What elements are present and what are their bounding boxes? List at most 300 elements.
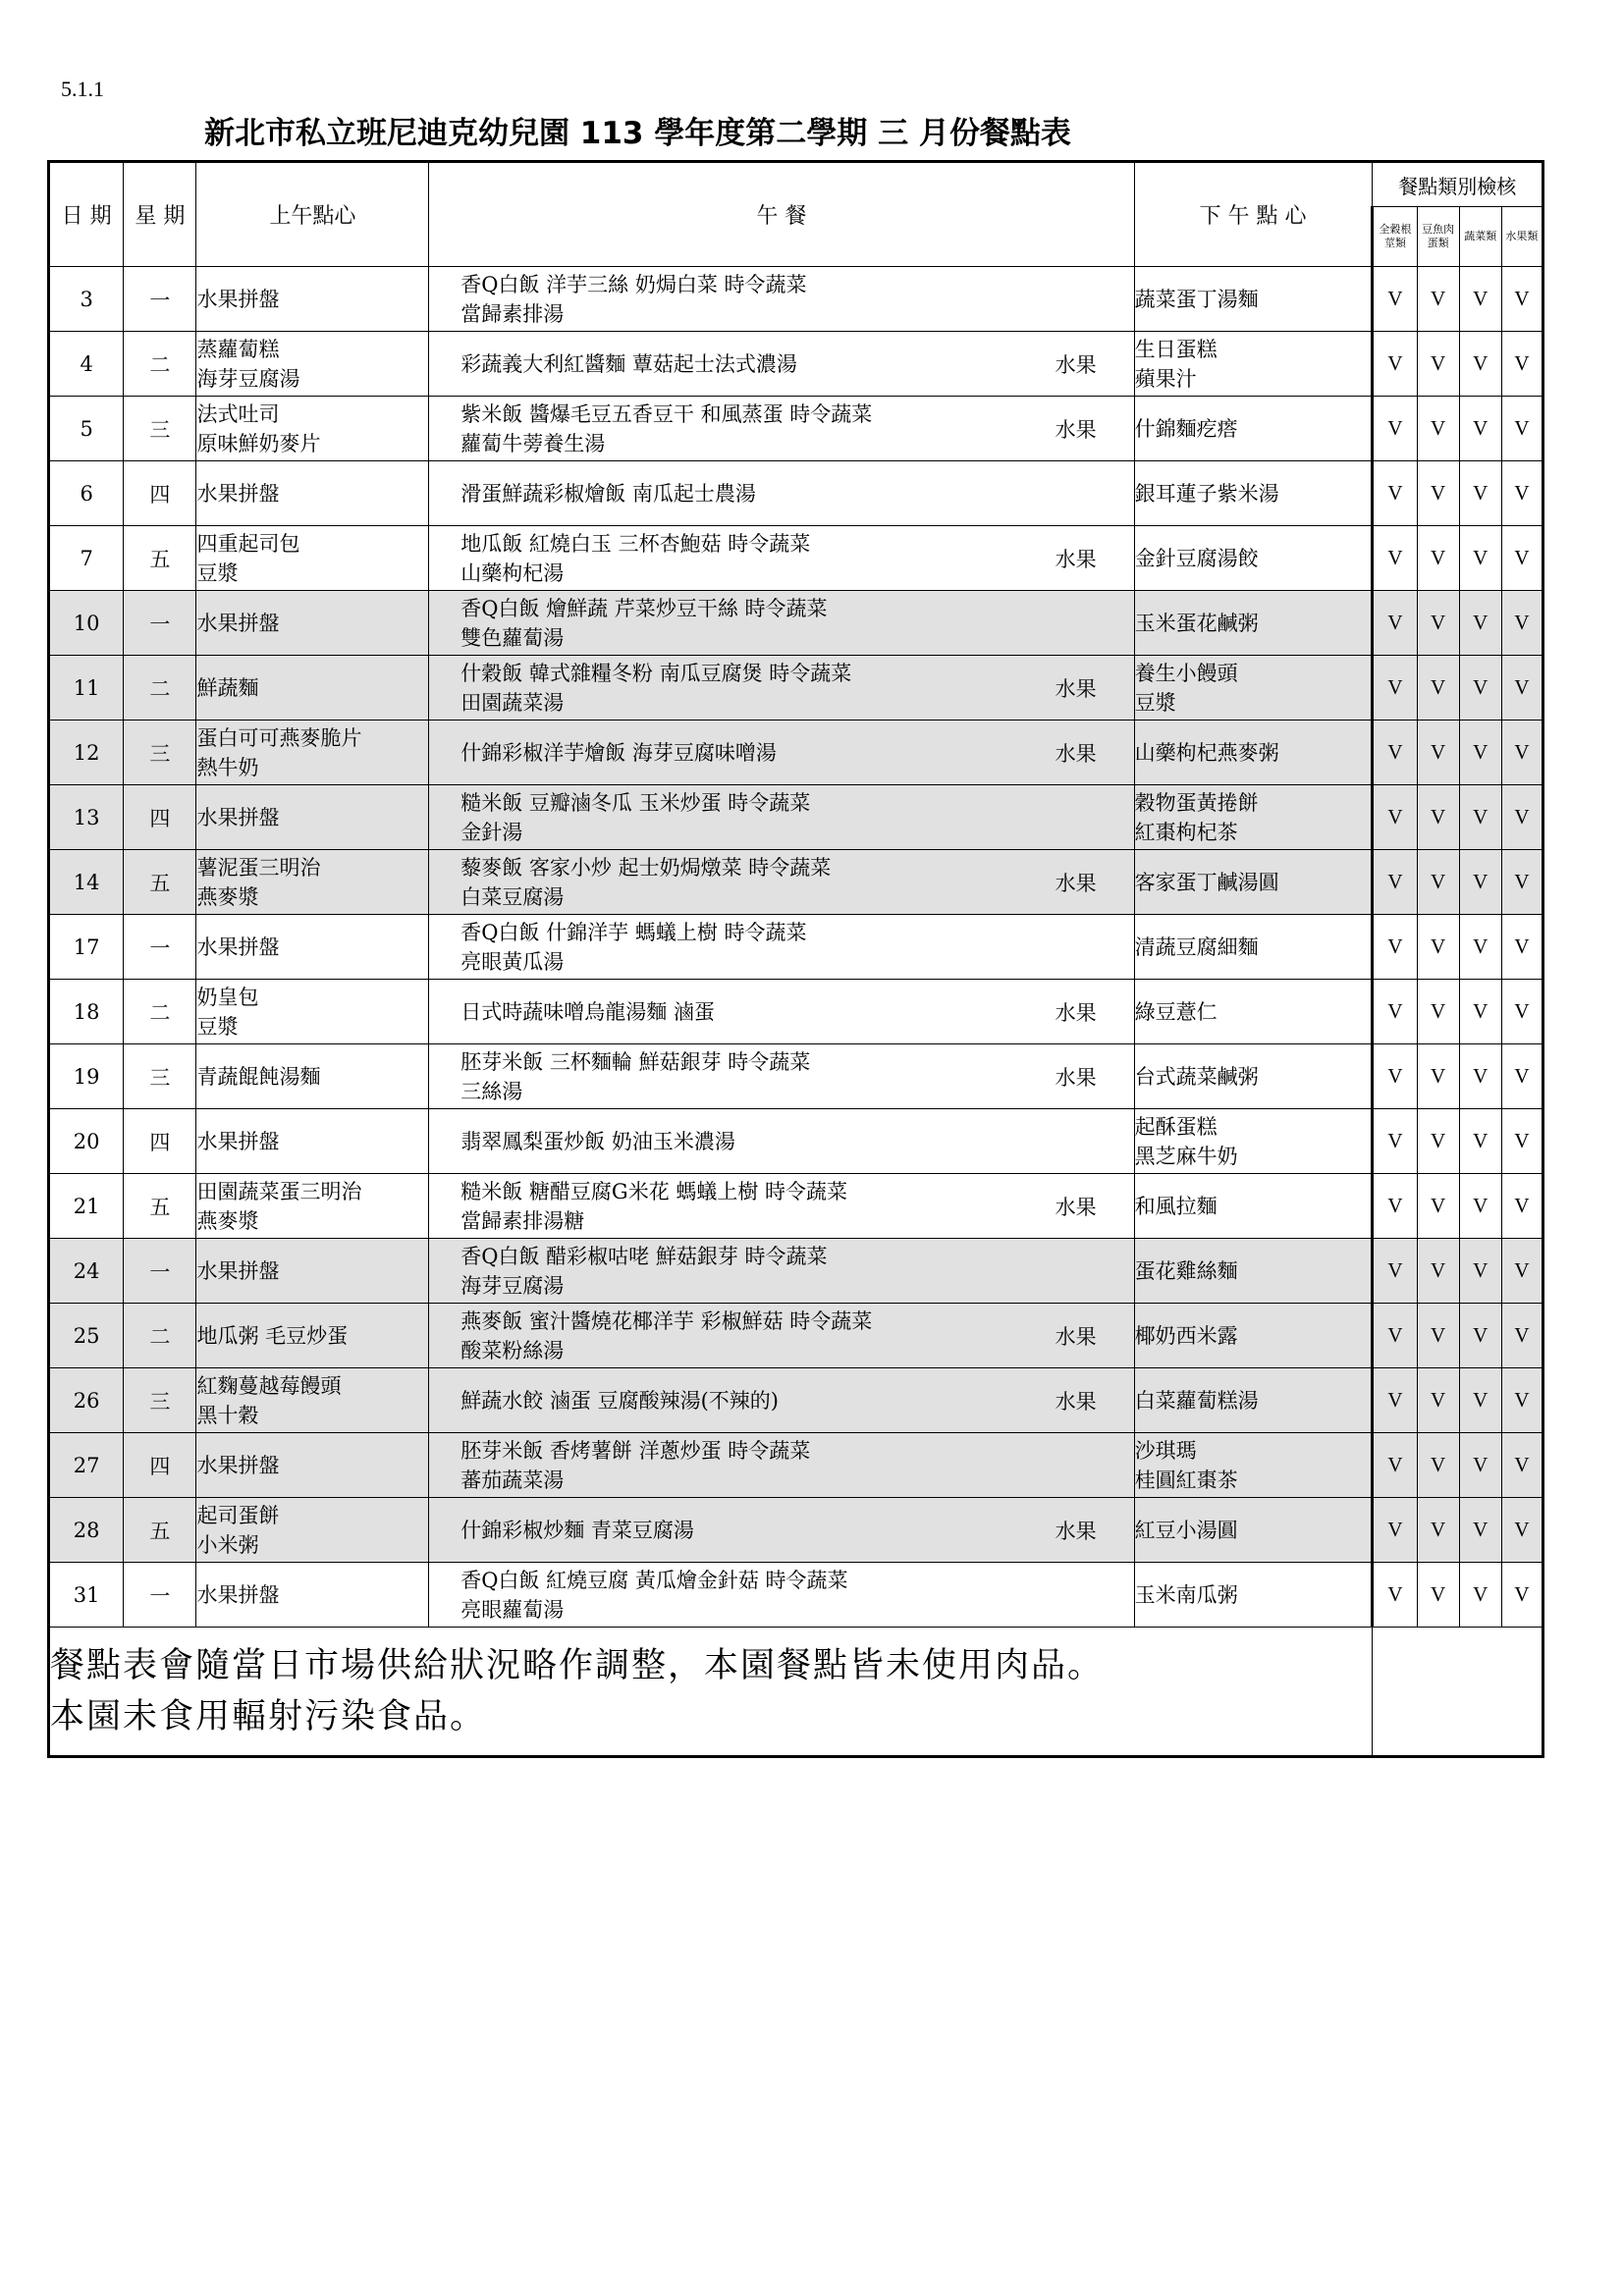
meal-menu-table [47,160,1544,1758]
morning-snack-line: 水果拼盤 [196,1258,280,1283]
lunch-wrap [429,1242,1133,1301]
check-protein: V [1417,1044,1459,1109]
lunch-wrap [429,349,1133,379]
lunch-wrap [429,1307,1133,1365]
cell-date: 6 [49,461,124,526]
cell-afternoon-snack [1134,1563,1373,1628]
cell-date: 24 [49,1239,124,1304]
cell-afternoon-snack [1134,656,1373,721]
check-grain: V [1373,1239,1417,1304]
cell-date: 31 [49,1563,124,1628]
lunch-fruit: 水果 [1055,417,1097,442]
check-fruit: V [1501,267,1543,332]
lunch-items [460,1516,1055,1545]
cell-weekday: 五 [124,850,196,915]
check-grain: V [1373,332,1417,397]
cell-date: 21 [49,1174,124,1239]
header-lunch: 午 餐 [429,162,1134,267]
check-fruit: V [1501,591,1543,656]
cell-lunch [429,1563,1134,1628]
cell-lunch [429,461,1134,526]
cell-afternoon-snack [1134,267,1373,332]
lunch-items [460,918,1055,977]
lunch-items [460,1566,1055,1625]
lunch-wrap [429,918,1133,977]
cell-lunch [429,1304,1134,1368]
lunch-line: 酸菜粉絲湯 [460,1338,565,1362]
check-protein: V [1417,461,1459,526]
morning-snack-line: 黑十穀 [196,1403,259,1427]
check-grain: V [1373,980,1417,1044]
cell-weekday: 一 [124,591,196,656]
cell-morning-snack [196,461,429,526]
morning-snack-line: 燕麥漿 [196,1208,259,1233]
morning-snack-line: 鮮蔬麵 [196,675,259,700]
afternoon-snack-line: 紅棗枸杞茶 [1134,820,1238,844]
table-row [49,1433,1543,1498]
cell-morning-snack [196,332,429,397]
cell-morning-snack [196,397,429,461]
table-row [49,785,1543,850]
lunch-line: 地瓜飯 紅燒白玉 三杯杏鮑菇 時令蔬菜 [460,531,811,556]
lunch-wrap [429,1177,1133,1236]
afternoon-snack-line: 蘋果汁 [1134,366,1197,391]
morning-snack-line: 水果拼盤 [196,287,280,311]
lunch-items [460,1177,1055,1236]
table-row [49,1239,1543,1304]
check-protein: V [1417,267,1459,332]
morning-snack-line: 田園蔬菜蛋三明治 [196,1179,362,1203]
lunch-wrap [429,1516,1133,1545]
lunch-wrap [429,788,1133,847]
check-protein: V [1417,785,1459,850]
lunch-line: 當歸素排湯 [460,301,565,326]
cell-date: 5 [49,397,124,461]
cell-morning-snack [196,1304,429,1368]
check-fruit: V [1501,980,1543,1044]
check-fruit: V [1501,1044,1543,1109]
cell-weekday: 五 [124,1498,196,1563]
lunch-items [460,1386,1055,1415]
cell-date: 20 [49,1109,124,1174]
cell-weekday: 四 [124,1109,196,1174]
lunch-wrap [429,1566,1133,1625]
cell-date: 18 [49,980,124,1044]
cell-afternoon-snack [1134,461,1373,526]
check-protein: V [1417,526,1459,591]
lunch-line: 亮眼蘿蔔湯 [460,1597,565,1622]
lunch-line: 白菜豆腐湯 [460,884,565,909]
cell-date: 11 [49,656,124,721]
check-protein: V [1417,1109,1459,1174]
lunch-fruit: 水果 [1055,1324,1097,1349]
cell-morning-snack [196,1174,429,1239]
check-veg: V [1459,397,1501,461]
lunch-line: 什錦彩椒炒麵 青菜豆腐湯 [460,1518,694,1542]
check-veg: V [1459,1044,1501,1109]
afternoon-snack-line: 山藥枸杞燕麥粥 [1134,740,1279,765]
lunch-items [460,349,1055,379]
afternoon-snack-line: 玉米蛋花鹹粥 [1134,611,1259,635]
lunch-items [460,529,1055,588]
header-check-fruit: 水果類 [1501,207,1543,267]
check-fruit: V [1501,397,1543,461]
lunch-line: 滑蛋鮮蔬彩椒燴飯 南瓜起士農湯 [460,481,756,506]
check-fruit: V [1501,1498,1543,1563]
cell-morning-snack [196,1044,429,1109]
check-grain: V [1373,397,1417,461]
check-fruit: V [1501,1174,1543,1239]
afternoon-snack-line: 清蔬豆腐細麵 [1134,934,1259,959]
check-veg: V [1459,332,1501,397]
cell-morning-snack [196,1498,429,1563]
header-check-grain: 全穀根莖類 [1373,207,1417,267]
cell-afternoon-snack [1134,1304,1373,1368]
lunch-line: 三絲湯 [460,1079,523,1103]
cell-weekday: 一 [124,915,196,980]
cell-morning-snack [196,1433,429,1498]
header-check-group: 餐點類別檢核 [1373,162,1543,207]
lunch-line: 蕃茄蔬菜湯 [460,1468,565,1492]
lunch-fruit: 水果 [1055,1519,1097,1543]
lunch-line: 金針湯 [460,820,523,844]
cell-date: 14 [49,850,124,915]
check-veg: V [1459,267,1501,332]
afternoon-snack-line: 綠豆薏仁 [1134,999,1218,1024]
check-fruit: V [1501,1109,1543,1174]
check-fruit: V [1501,915,1543,980]
menu-body [49,267,1543,1628]
lunch-items [460,788,1055,847]
morning-snack-line: 蛋白可可燕麥脆片 [196,725,362,750]
check-veg: V [1459,1174,1501,1239]
morning-snack-line: 海芽豆腐湯 [196,366,300,391]
table-row [49,721,1543,785]
check-protein: V [1417,1368,1459,1433]
afternoon-snack-line: 客家蛋丁鹹湯圓 [1134,870,1279,894]
cell-weekday: 三 [124,721,196,785]
morning-snack-line: 薯泥蛋三明治 [196,855,321,880]
lunch-line: 日式時蔬味噌烏龍湯麵 滷蛋 [460,999,715,1024]
lunch-line: 香Q白飯 紅燒豆腐 黃瓜燴金針菇 時令蔬菜 [460,1568,848,1592]
check-veg: V [1459,915,1501,980]
afternoon-snack-line: 和風拉麵 [1134,1194,1218,1218]
cell-morning-snack [196,267,429,332]
lunch-items [460,853,1055,912]
cell-date: 28 [49,1498,124,1563]
lunch-items [460,1242,1055,1301]
morning-snack-line: 水果拼盤 [196,481,280,506]
check-grain: V [1373,1304,1417,1368]
cell-afternoon-snack [1134,1368,1373,1433]
lunch-line: 海芽豆腐湯 [460,1273,565,1298]
cell-date: 4 [49,332,124,397]
cell-date: 27 [49,1433,124,1498]
lunch-line: 胚芽米飯 三杯麵輪 鮮菇銀芽 時令蔬菜 [460,1049,811,1074]
cell-date: 12 [49,721,124,785]
lunch-fruit: 水果 [1055,1000,1097,1025]
header-check-protein: 豆魚肉蛋類 [1417,207,1459,267]
table-row [49,1044,1543,1109]
footer-note-line: 本園未食用輻射污染食品。 [50,1697,487,1736]
lunch-fruit: 水果 [1055,1065,1097,1090]
cell-afternoon-snack [1134,1239,1373,1304]
morning-snack-line: 水果拼盤 [196,805,280,829]
table-row [49,1174,1543,1239]
table-row [49,1109,1543,1174]
afternoon-snack-line: 白菜蘿蔔糕湯 [1134,1388,1259,1413]
afternoon-snack-line: 紅豆小湯圓 [1134,1518,1238,1542]
check-veg: V [1459,1304,1501,1368]
check-protein: V [1417,1239,1459,1304]
table-row [49,526,1543,591]
check-fruit: V [1501,526,1543,591]
morning-snack-line: 熱牛奶 [196,755,259,779]
check-protein: V [1417,915,1459,980]
lunch-wrap [429,659,1133,718]
cell-weekday: 二 [124,1304,196,1368]
cell-lunch [429,526,1134,591]
check-grain: V [1373,915,1417,980]
cell-lunch [429,1368,1134,1433]
check-protein: V [1417,1304,1459,1368]
cell-morning-snack [196,785,429,850]
afternoon-snack-line: 養生小饅頭 [1134,661,1238,685]
cell-lunch [429,656,1134,721]
check-veg: V [1459,461,1501,526]
lunch-line: 鮮蔬水餃 滷蛋 豆腐酸辣湯(不辣的) [460,1388,779,1413]
table-row [49,980,1543,1044]
lunch-fruit: 水果 [1055,547,1097,571]
check-veg: V [1459,656,1501,721]
lunch-items [460,1127,1055,1156]
cell-date: 26 [49,1368,124,1433]
cell-lunch [429,850,1134,915]
morning-snack-line: 小米粥 [196,1532,259,1557]
check-protein: V [1417,1433,1459,1498]
header-check-veg: 蔬菜類 [1459,207,1501,267]
lunch-wrap [429,400,1133,458]
check-veg: V [1459,980,1501,1044]
lunch-line: 什錦彩椒洋芋燴飯 海芽豆腐味噌湯 [460,740,777,765]
lunch-line: 蘿蔔牛蒡養生湯 [460,431,606,455]
cell-weekday: 四 [124,461,196,526]
cell-afternoon-snack [1134,591,1373,656]
cell-lunch [429,267,1134,332]
check-grain: V [1373,461,1417,526]
table-row [49,461,1543,526]
afternoon-snack-line: 生日蛋糕 [1134,337,1218,361]
cell-afternoon-snack [1134,332,1373,397]
check-grain: V [1373,1368,1417,1433]
check-grain: V [1373,656,1417,721]
cell-morning-snack [196,591,429,656]
check-veg: V [1459,1498,1501,1563]
cell-lunch [429,332,1134,397]
lunch-items [460,659,1055,718]
check-protein: V [1417,980,1459,1044]
cell-afternoon-snack [1134,980,1373,1044]
check-grain: V [1373,1563,1417,1628]
table-row [49,397,1543,461]
check-veg: V [1459,785,1501,850]
check-protein: V [1417,721,1459,785]
cell-afternoon-snack [1134,1044,1373,1109]
cell-morning-snack [196,721,429,785]
lunch-fruit: 水果 [1055,352,1097,377]
check-fruit: V [1501,850,1543,915]
lunch-items [460,1047,1055,1106]
header-afternoon-snack: 下 午 點 心 [1134,162,1373,267]
check-veg: V [1459,1433,1501,1498]
lunch-wrap [429,529,1133,588]
check-grain: V [1373,1109,1417,1174]
lunch-items [460,400,1055,458]
check-grain: V [1373,785,1417,850]
morning-snack-line: 水果拼盤 [196,1453,280,1477]
lunch-line: 藜麥飯 客家小炒 起士奶焗燉菜 時令蔬菜 [460,855,832,880]
check-fruit: V [1501,461,1543,526]
cell-afternoon-snack [1134,526,1373,591]
cell-date: 10 [49,591,124,656]
lunch-fruit: 水果 [1055,676,1097,701]
lunch-wrap [429,479,1133,508]
cell-weekday: 五 [124,526,196,591]
cell-lunch [429,980,1134,1044]
header-weekday: 星 期 [124,162,196,267]
cell-morning-snack [196,980,429,1044]
cell-afternoon-snack [1134,1109,1373,1174]
check-fruit: V [1501,1368,1543,1433]
table-row [49,1498,1543,1563]
footer-note [49,1628,1373,1757]
cell-afternoon-snack [1134,1498,1373,1563]
table-row [49,1368,1543,1433]
lunch-wrap [429,1386,1133,1415]
table-row [49,267,1543,332]
cell-weekday: 五 [124,1174,196,1239]
check-veg: V [1459,526,1501,591]
footer-note-line: 餐點表會隨當日市場供給狀況略作調整，本園餐點皆未使用肉品。 [50,1646,1105,1685]
cell-afternoon-snack [1134,397,1373,461]
lunch-line: 香Q白飯 醋彩椒咕咾 鮮菇銀芽 時令蔬菜 [460,1244,828,1268]
cell-weekday: 四 [124,1433,196,1498]
check-veg: V [1459,591,1501,656]
lunch-line: 彩蔬義大利紅醬麵 蕈菇起士法式濃湯 [460,351,797,376]
afternoon-snack-line: 什錦麵疙瘩 [1134,416,1238,441]
morning-snack-line: 起司蛋餅 [196,1503,280,1527]
check-grain: V [1373,1044,1417,1109]
check-fruit: V [1501,1433,1543,1498]
afternoon-snack-line: 台式蔬菜鹹粥 [1134,1064,1259,1089]
lunch-items [460,594,1055,653]
cell-lunch [429,1239,1134,1304]
lunch-wrap [429,1047,1133,1106]
cell-lunch [429,915,1134,980]
lunch-wrap [429,1127,1133,1156]
check-fruit: V [1501,332,1543,397]
table-row [49,850,1543,915]
check-veg: V [1459,1239,1501,1304]
check-veg: V [1459,1368,1501,1433]
lunch-fruit: 水果 [1055,871,1097,895]
cell-afternoon-snack [1134,850,1373,915]
lunch-line: 香Q白飯 什錦洋芋 螞蟻上樹 時令蔬菜 [460,920,807,944]
cell-weekday: 三 [124,1368,196,1433]
morning-snack-line: 豆漿 [196,561,239,585]
lunch-fruit: 水果 [1055,1195,1097,1219]
lunch-items [460,738,1055,768]
cell-date: 25 [49,1304,124,1368]
lunch-line: 什穀飯 韓式雜糧冬粉 南瓜豆腐煲 時令蔬菜 [460,661,852,685]
cell-lunch [429,721,1134,785]
afternoon-snack-line: 蛋花雞絲麵 [1134,1258,1238,1283]
check-protein: V [1417,1563,1459,1628]
lunch-line: 山藥枸杞湯 [460,561,565,585]
cell-lunch [429,1433,1134,1498]
lunch-items [460,270,1055,329]
morning-snack-line: 水果拼盤 [196,1129,280,1153]
check-grain: V [1373,721,1417,785]
cell-morning-snack [196,1368,429,1433]
table-row [49,1304,1543,1368]
lunch-items [460,1436,1055,1495]
afternoon-snack-line: 沙琪瑪 [1134,1438,1197,1463]
check-grain: V [1373,1498,1417,1563]
afternoon-snack-line: 起酥蛋糕 [1134,1114,1218,1139]
document-code: 5.1.1 [61,77,104,101]
morning-snack-line: 四重起司包 [196,531,300,556]
table-row [49,332,1543,397]
check-fruit: V [1501,656,1543,721]
lunch-wrap [429,997,1133,1027]
cell-lunch [429,1044,1134,1109]
check-grain: V [1373,267,1417,332]
lunch-wrap [429,594,1133,653]
lunch-wrap [429,270,1133,329]
check-protein: V [1417,850,1459,915]
cell-morning-snack [196,850,429,915]
cell-weekday: 一 [124,1239,196,1304]
cell-lunch [429,591,1134,656]
check-grain: V [1373,1174,1417,1239]
morning-snack-line: 豆漿 [196,1014,239,1039]
lunch-wrap [429,1436,1133,1495]
cell-afternoon-snack [1134,915,1373,980]
table-row [49,591,1543,656]
cell-lunch [429,397,1134,461]
morning-snack-line: 地瓜粥 毛豆炒蛋 [196,1323,349,1348]
afternoon-snack-line: 蔬菜蛋丁湯麵 [1134,287,1259,311]
check-veg: V [1459,850,1501,915]
lunch-fruit: 水果 [1055,1389,1097,1414]
lunch-line: 糙米飯 糖醋豆腐G米花 螞蟻上樹 時令蔬菜 [460,1179,848,1203]
lunch-line: 田園蔬菜湯 [460,690,565,715]
cell-lunch [429,785,1134,850]
check-protein: V [1417,591,1459,656]
afternoon-snack-line: 金針豆腐湯餃 [1134,546,1259,570]
cell-afternoon-snack [1134,1174,1373,1239]
cell-date: 7 [49,526,124,591]
lunch-line: 香Q白飯 洋芋三絲 奶焗白菜 時令蔬菜 [460,272,807,296]
table-row [49,915,1543,980]
check-fruit: V [1501,1563,1543,1628]
cell-lunch [429,1109,1134,1174]
check-veg: V [1459,1109,1501,1174]
morning-snack-line: 蒸蘿蔔糕 [196,337,280,361]
cell-lunch [429,1174,1134,1239]
morning-snack-line: 水果拼盤 [196,611,280,635]
